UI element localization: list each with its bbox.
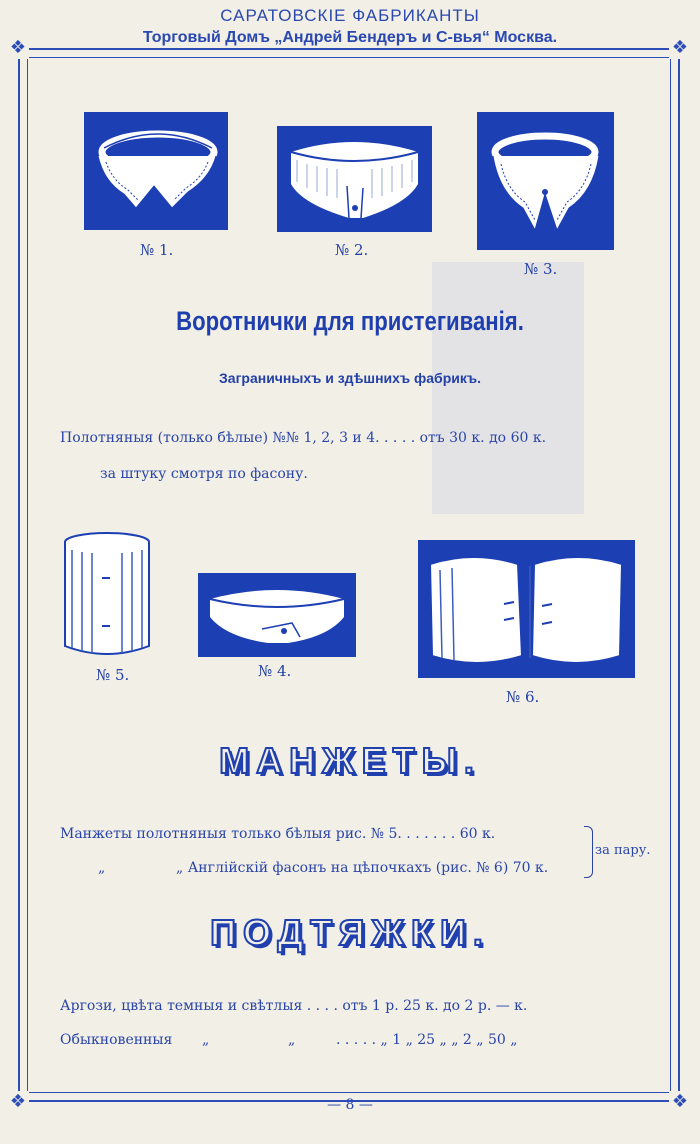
collar-figure-1 [84,112,228,230]
price-brace [584,826,593,878]
cuffs-pair-note: за пару. [595,843,651,858]
collar-figure-4 [198,573,356,657]
collars-subtitle: Заграничныхъ и здѣшнихъ фабрикъ. [219,370,481,386]
corner-ornament-icon: ❖ [7,37,29,59]
cuffs-ditto-mark: „ [98,860,106,876]
collars-price-line: Полотняныя (только бѣлые) №№ 1, 2, 3 и 4. . . . . отъ 30 к. до 60 к. [60,430,547,446]
braces-ditto-mark: „ [288,1032,296,1048]
page-number: — 8 — [327,1097,373,1113]
figure-caption: № 5. [96,666,130,684]
figure-caption: № 6. [506,688,540,706]
header-trading-house: Торговый Домъ „Андрей Бендеръ и С-вья“ Москва. [142,29,558,46]
collar-figure-2 [277,126,432,232]
cuffs-title: МАНЖЕТЫ. [219,740,481,781]
cuff-figure-5 [62,530,152,660]
cuffs-price-line-2: „ Англійскій фасонъ на цѣпочкахъ (рис. № 6) 70 к. [176,860,549,876]
show-through-shadow [432,262,584,514]
braces-price-line: Аргози, цвѣта темныя и свѣтлыя . . . . отъ 1 р. 25 к. до 2 р. — к. [60,998,528,1014]
header-firm: САРАТОВСКІЕ ФАБРИКАНТЫ [220,6,480,25]
figure-caption: № 3. [524,260,558,278]
cuff-figure-6 [418,540,635,678]
corner-ornament-icon: ❖ [669,37,691,59]
braces-ditto-mark: „ [202,1032,210,1048]
figure-caption: № 4. [258,662,292,680]
figure-caption: № 1. [140,241,174,259]
braces-title: ПОДТЯЖКИ. [210,912,490,953]
collars-title: Воротнички для пристегиванія. [176,306,524,336]
corner-ornament-icon: ❖ [7,1091,29,1113]
collars-price-note: за штуку смотря по фасону. [100,466,308,482]
figure-caption: № 2. [335,241,369,259]
cuffs-price-line: Манжеты полотняныя только бѣлыя рис. № 5. . . . . . . 60 к. [60,826,496,842]
braces-ordinary-label: Обыкновенныя [60,1032,173,1048]
braces-price-line-2: . . . . . „ 1 „ 25 „ „ 2 „ 50 „ [336,1032,518,1048]
corner-ornament-icon: ❖ [669,1091,691,1113]
collar-figure-3 [477,112,614,250]
